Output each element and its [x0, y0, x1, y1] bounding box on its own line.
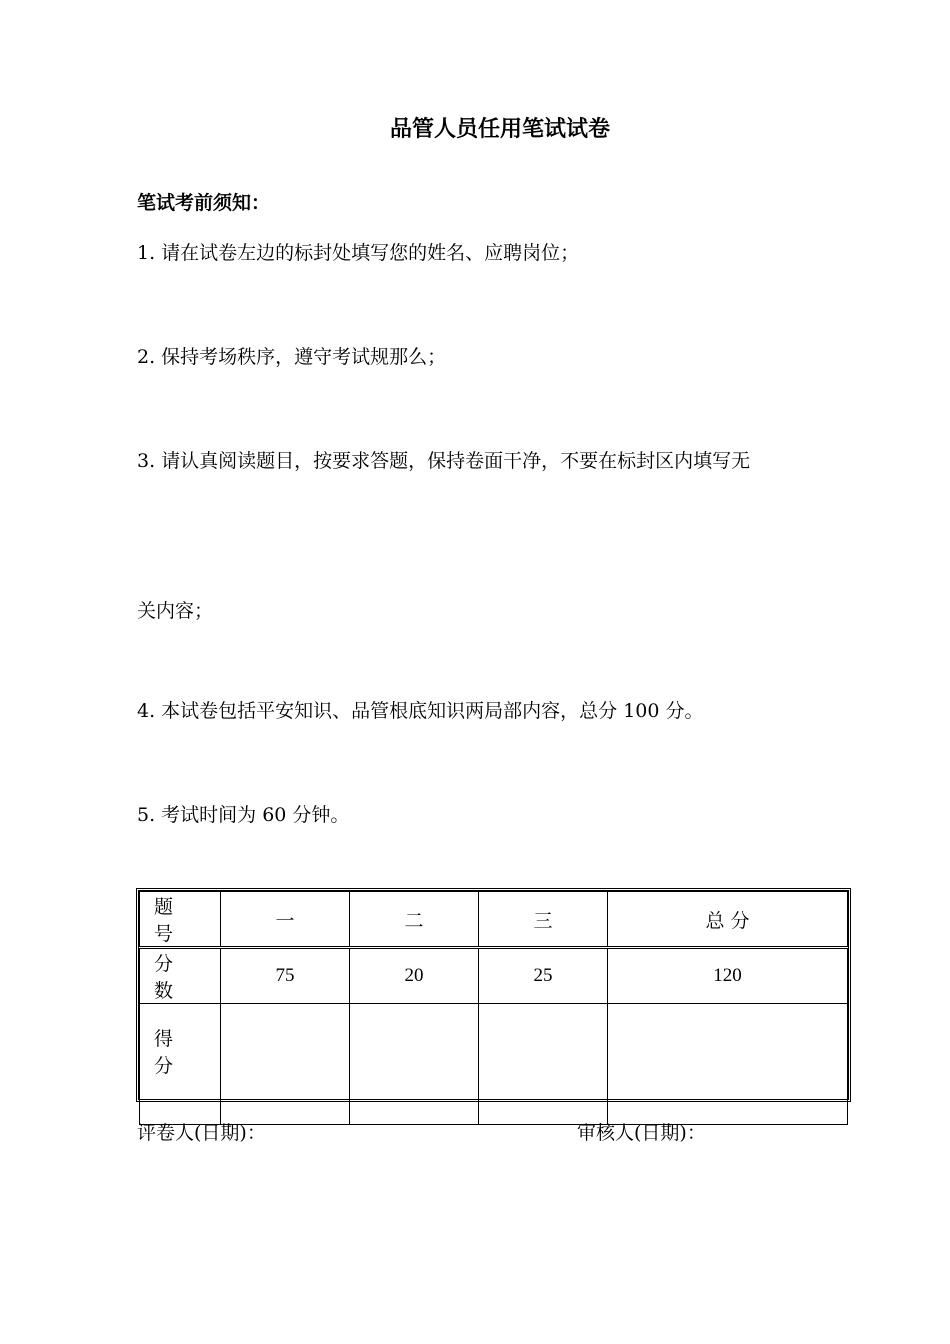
document-title: 品管人员任用笔试试卷 [389, 116, 610, 142]
earned-section-3-cell[interactable] [479, 1004, 608, 1125]
score-table-points-row [140, 948, 848, 1004]
notice-item-1: 1. 请在试卷左边的标封处填写您的姓名、应聘岗位； [137, 242, 580, 264]
header-section-1: 一 [221, 892, 350, 948]
grader-signature-label: 评卷人(日期)： [137, 1122, 266, 1144]
reviewer-signature-label: 审核人(日期)： [577, 1122, 706, 1144]
earned-section-1-cell[interactable] [221, 1004, 350, 1125]
header-question-number: 题 号 [140, 892, 221, 948]
points-total: 120 [608, 948, 848, 1004]
notice-item-5: 5. 考试时间为 60 分钟。 [137, 804, 350, 826]
score-table-frame [136, 888, 851, 1102]
points-section-3: 25 [479, 948, 608, 1004]
score-table [139, 891, 848, 1125]
score-table-header-row [140, 892, 848, 948]
earned-label: 得 分 [140, 1004, 221, 1125]
header-section-3: 三 [479, 892, 608, 948]
notice-item-2: 2. 保持考场秩序，遵守考试规那么； [137, 346, 447, 368]
points-section-2: 20 [350, 948, 479, 1004]
earned-section-2-cell[interactable] [350, 1004, 479, 1125]
notice-item-3-continued: 关内容； [137, 600, 214, 622]
notice-item-3: 3. 请认真阅读题目，按要求答题，保持卷面干净，不要在标封区内填写无 [137, 450, 751, 472]
score-table-earned-row [140, 1004, 848, 1125]
header-total: 总 分 [608, 892, 848, 948]
points-section-1: 75 [221, 948, 350, 1004]
header-section-2: 二 [350, 892, 479, 948]
points-label: 分 数 [140, 948, 221, 1004]
notice-item-4: 4. 本试卷包括平安知识、品管根底知识两局部内容，总分 100 分。 [137, 700, 704, 722]
notice-heading: 笔试考前须知： [137, 192, 271, 214]
earned-total-cell[interactable] [608, 1004, 848, 1125]
